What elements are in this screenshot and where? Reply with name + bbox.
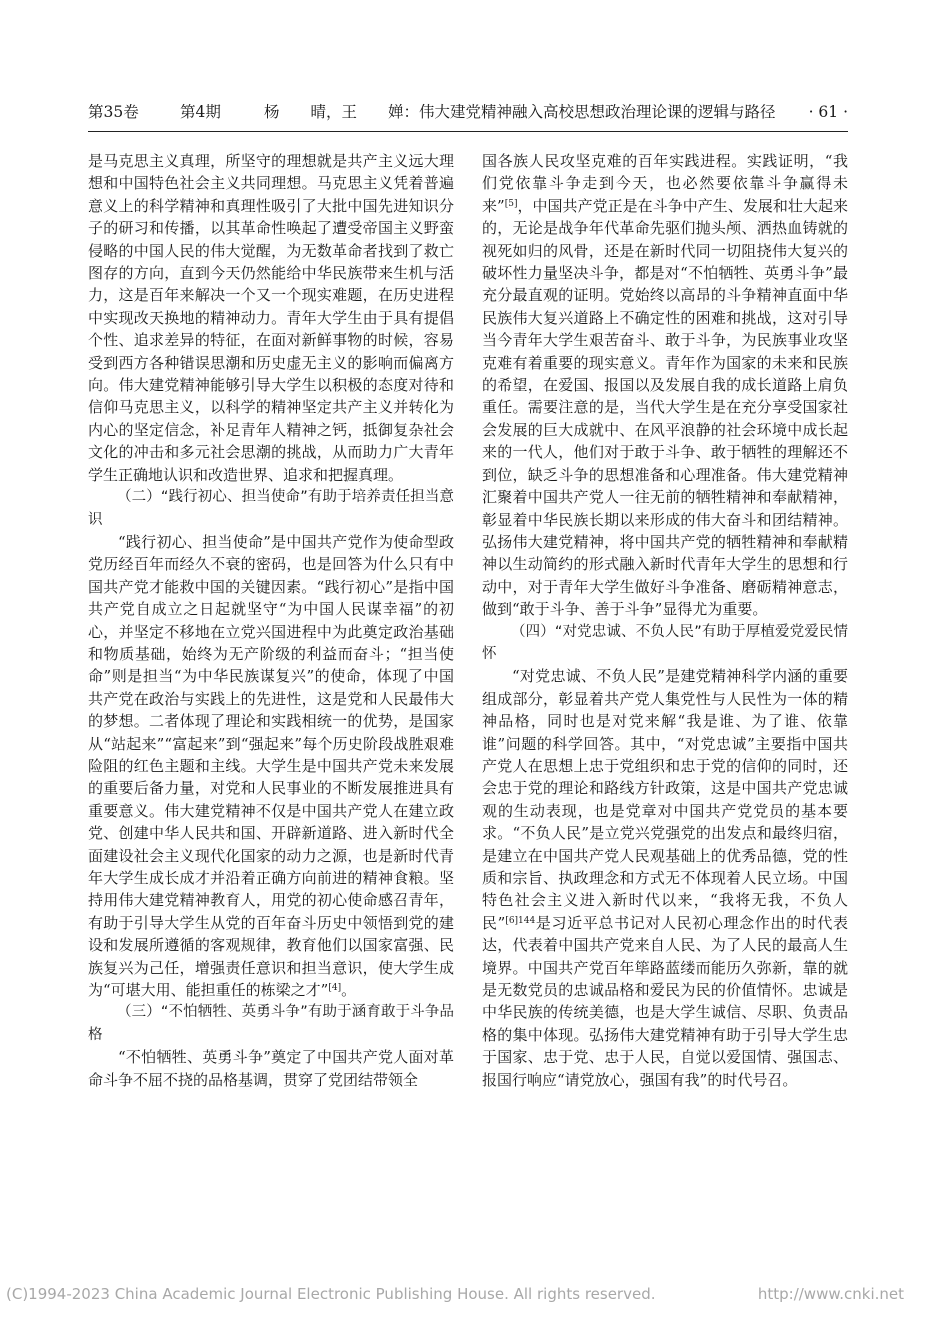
citation: [5] bbox=[504, 198, 518, 209]
section-heading-4: （四）“对党忠诚、不负人民”有助于厚植爱党爱民情怀 bbox=[482, 623, 848, 662]
paragraph: “对党忠诚、不负人民”是建党精神科学内涵的重要组成部分，彰显着共产党人集党性与人民性为一体的精神品格，同时也是对党来解“我是谁、为了谁、依靠谁”问题的科学回答。其中，“对党忠诚”主要指中国共产党人在思想上忠于党组织和忠于党的信仰的同时，还会忠于党的理论和路线方针政策，这是中国共产党忠诚观的生动表现，也是党章对中国共产党党员的基本要求。“不负人民”是立党兴党强党的出发点和最终归宿，是建立在中国共产党人民观基础上的优秀品德，党的性质和宗旨、执政理念和方式无不体现着人民立场。中国特色社会主义进入新时代以来，“我将无我，不负人民”$^{[6]144}$是习近平总书记对人民初心理念作出的时代表达，代表着中国共产党来自人民、为了人民的最高人生境界。中国共产党百年筚路蓝缕而能历久弥新，靠的就是无数党员的忠诚品格和爱民为民的价值情怀。忠诚是中华民族的传统美德，也是大学生诚信、尽职、负责品格的集中体现。弘扬伟大建党精神有助于引导大学生忠于国家、忠于党、忠于人民，自觉以爱国情、强国志、报国行响应“请党放心，强国有我”的时代号召。 bbox=[482, 667, 848, 1089]
page-number: · 61 · bbox=[808, 103, 848, 121]
paragraph: “践行初心、担当使命”是中国共产党作为使命型政党历经百年而经久不衰的密码，也是回答为什么只有中国共产党才能救中国的关键因素。“践行初心”是指中国共产党自成立之日起就坚守“为中国人民谋幸福”的初心，并坚定不移地在立党兴国进程中为此奠定政治基础和物质基础，始终为无产阶级的利益而奋斗；“担当使命”则是担当“为中华民族谋复兴”的使命，体现了中国共产党在政治与实践上的先进性，这是党和人民最伟大的梦想。二者体现了理论和实践相统一的优势，是国家从“站起来”“富起来”到“强起来”每个历史阶段战胜艰难险阻的红色主题和主线。大学生是中国共产党未来发展的重要后备力量，对党和人民事业的不断发展推进具有重要意义。伟大建党精神不仅是中国共产党人在建立政党、创建中华人民共和国、开辟新道路、进入新时代全面建设社会主义现代化国家的动力之源，也是新时代青年大学生成长成才并沿着正确方向前进的精神食粮。坚持用伟大建党精神教育人，用党的初心使命感召青年，有助于引导大学生从党的百年奋斗历史中领悟到党的建设和发展所遵循的客观规律，教育他们以国家富强、民族复兴为己任，增强责任意识和担当意识，使大学生成为“可堪大用、能担重任的栋梁之才”[4]。 bbox=[88, 532, 454, 1000]
section-heading-3: （三）“不怕牺牲、英勇斗争”有助于涵育敢于斗争品格 bbox=[88, 1004, 454, 1043]
issue-number: 第4期 bbox=[180, 103, 221, 121]
section-heading-2: （二）“践行初心、担当使命”有助于培养责任担当意识 bbox=[88, 489, 454, 528]
right-column bbox=[482, 150, 848, 1091]
header-authors-title: 杨 晴，王 婵：伟大建党精神融入高校思想政治理论课的逻辑与路径 bbox=[264, 103, 776, 121]
header-rule bbox=[88, 131, 848, 132]
left-column bbox=[88, 150, 454, 1091]
article-title: 伟大建党精神融入高校思想政治理论课的逻辑与路径 bbox=[419, 103, 776, 121]
running-header bbox=[88, 100, 848, 124]
authors: 杨 晴，王 婵 bbox=[264, 103, 404, 121]
volume-number: 第35卷 bbox=[88, 103, 139, 121]
cnki-url: http://www.cnki.net bbox=[757, 1285, 904, 1303]
paragraph: 国各族人民攻坚克难的百年实践进程。实践证明，“我们党依靠斗争走到今天，也必然要依靠斗争赢得未来”[5]，中国共产党正是在斗争中产生、发展和壮大起来的，无论是战争年代革命先驱们抛头颅、洒热血铸就的视死如归的风骨，还是在新时代同一切阻挠伟大复兴的破坏性力量坚决斗争，都是对“不怕牺牲、英勇斗争”最充分最直观的证明。党始终以高昂的斗争精神直面中华民族伟大复兴道路上不确定性的困难和挑战，这对引导当今青年大学生艰苦奋斗、敢于斗争，为民族事业攻坚克难有着重要的现实意义。青年作为国家的未来和民族的希望，在爱国、报国以及发展自我的成长道路上肩负重任。需要注意的是，当代大学生是在充分享受国家社会发展的巨大成就中、在风平浪静的社会环境中成长起来的一代人，他们对于敢于斗争、敢于牺牲的理解还不到位，缺乏斗争的思想准备和心理准备。伟大建党精神汇聚着中国共产党人一往无前的牺牲精神和奉献精神，彰显着中华民族长期以来形成的伟大奋斗和团结精神。弘扬伟大建党精神，将中国共产党的牺牲精神和奉献精神以生动简约的形式融入新时代青年大学生的思想和行动中，对于青年大学生做好斗争准备、磨砺精神意志，做到“敢于斗争、善于斗争”显得尤为重要。 bbox=[482, 152, 848, 619]
copyright-notice: (C)1994-2023 China Academic Journal Electronic Publishing House. All rights reserved. bbox=[6, 1285, 656, 1303]
paragraph: 是马克思主义真理，所坚守的理想就是共产主义远大理想和中国特色社会主义共同理想。马克思主义凭着普遍意义上的科学精神和真理性吸引了大批中国先进知识分子的研习和传播，以其革命性唤起了遭受帝国主义野蛮侵略的中国人民的伟大觉醒，为无数革命者找到了救亡图存的方向，直到今天仍然能给中华民族带来生机与活力，这是百年来解决一个又一个现实难题，在历史进程中实现改天换地的精神动力。青年大学生由于具有提倡个性、追求差异的特征，在面对新鲜事物的时候，容易受到西方各种错误思潮和历史虚无主义的影响而偏离方向。伟大建党精神能够引导大学生以积极的态度对待和信仰马克思主义，以科学的精神坚定共产主义并转化为内心的坚定信念，补足青年人精神之钙，抵御复杂社会文化的冲击和多元社会思潮的挑战，从而助力广大青年学生正确地认识和改造世界、追求和把握真理。 bbox=[88, 152, 454, 484]
citation: [6]144 bbox=[505, 915, 536, 926]
paragraph: “不怕牺牲、英勇斗争”奠定了中国共产党人面对革命斗争不屈不挠的品格基调，贯穿了党团结带领全 bbox=[88, 1048, 454, 1089]
citation: [4] bbox=[328, 983, 342, 994]
